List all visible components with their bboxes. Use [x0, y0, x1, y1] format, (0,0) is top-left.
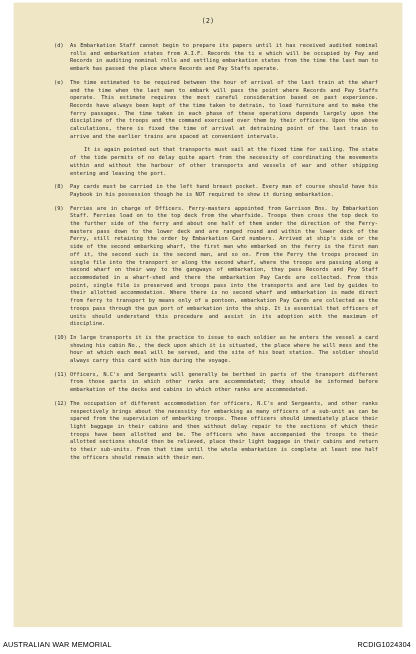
paragraph-label: (d)	[54, 43, 64, 49]
paragraph-text: Pay cards must be carried in the left hand breast pocket. Every man of course should have his Paybook in his possession though he is NOT required to show it during embarkation.	[70, 184, 378, 198]
paragraph-label: (9)	[54, 205, 64, 212]
paragraph-text: The occupation of different accommodation for officers, N.C's and Sergeants, and other ranks respectively brings about the necessity for embarking as many officers of a sub-unit as can be spared from the supervision of embarking troops. These officers should immediately place their light baggage in their cabins and then without delay repair to the sections of which their troops have been allotted and be. The officers who have accompanied the troops to their allotted sections should then be relieved, place their light baggage in their cabins and return to their sub-units. From that time until the whole embarkation is complete at least one half the officers should remain with their men.	[70, 400, 378, 461]
paragraph-12	[54, 401, 378, 463]
footer-institution: AUSTRALIAN WAR MEMORIAL	[3, 640, 112, 649]
paragraph-label: (10)	[54, 334, 67, 341]
footer-record-id: RCDIG1024304	[357, 640, 411, 649]
paragraph-text: The time estimated to be required between the hour of arrival of the last train at the wharf and the time when the last man to embark will pass the point where Records and Pay Staffs operate. This estimate requires the most careful consideration based on past experience. Records have always been kept of the time taken to detrain, to load furniture and to make the ferry passages. The time taken in each phase of these operations depends largely upon the discipline of the troops and the command exercised over them by their officers. Upon the above calculations, there is fixed the time of arrival at detraining point of the last train to arrive and the earlier trains are spaced at convenient intervals.	[70, 79, 378, 140]
paragraph-11	[54, 372, 378, 395]
document-body	[54, 43, 378, 468]
paragraph-label: (8)	[54, 184, 64, 191]
paragraph-sailing-note: It is again pointed out that transports must sail at the fixed time for sailing. The state of the tide permits of no delay quite apart from the necessity of coordinating the movements within and without the harbour of other transports and vessels of war and other shipping entering and leaving the port.	[70, 147, 378, 177]
paragraph-8	[54, 184, 378, 199]
paragraph-10	[54, 335, 378, 366]
paragraph-text: In large transports it is the practice to issue to each soldier as he enters the vessel a card showing his cabin No., the deck upon which it is situated, the place where he will mess and the hour at which each meal will be served, and the site of his boat station. The soldier should always carry this card with him during the voyage.	[70, 334, 378, 365]
page-number: (2)	[201, 17, 215, 25]
paragraph-label: (12)	[54, 400, 67, 407]
paragraph-d	[54, 43, 378, 74]
paragraph-text: Ferries are in charge of Officers. Ferry-masters appointed from Garrison Bns. by Embarkation Staff. Ferries load on to the top deck from the wharfside. Troops then cross the top deck to the further side of the ferry and about one half of them under the direction of the Ferry-masters pass down to the lower deck and are ranged round and within the lower deck of the Ferry, still retaining the order by Embarkation Card numbers. Arrived at ship's side or the side of the second embarking wharf, the first man who embarked on the ferry is the first man off it, the second such is the second man, and so on. From the Ferry the troops proceed in single file into the transport or along the second wharf, where the troops are passing along a second wharf on their way to the gangways of embarkation, they pass Records and Pay Staff accommodated in a wharf-shed and there the embarkation Pay Cards are collected. From this point, single file is preserved and troops pass into the transports and are led by guides to their allotted accommodation. Where there is no second wharf and embarkation is made direct from ferry to transport by means only of a pontoon, embarkation Pay Cards are collected as the troops pass through the gun port of embarkation into the ship. It is essential that officers of units should understand this procedure and assist in its adoption with the maximum of discipline.	[70, 205, 378, 328]
paragraph-text: As Embarkation Staff cannot begin to prepare its papers until it has received audited nominal rolls and embarkation states from A.I.F. Records the ti e which will be occupied by Pay and Records in auditing nominal rolls and settling embarkation states from the time the last man to embark has passed the place where Records and Pay Staffs operate.	[70, 43, 378, 73]
document-page	[14, 3, 402, 627]
paragraph-label: (e)	[54, 79, 64, 86]
paragraph-e	[54, 80, 378, 142]
paragraph-label: (11)	[54, 371, 67, 378]
archive-footer	[0, 627, 416, 654]
paragraph-text: Officers, N.C's and Sergeants will generally be berthed in parts of the transport different from those parts in which other ranks are accommodated; they should be informed before embarkation of the decks and cabins in which other ranks are accommodated.	[70, 371, 378, 394]
paragraph-9	[54, 206, 378, 329]
